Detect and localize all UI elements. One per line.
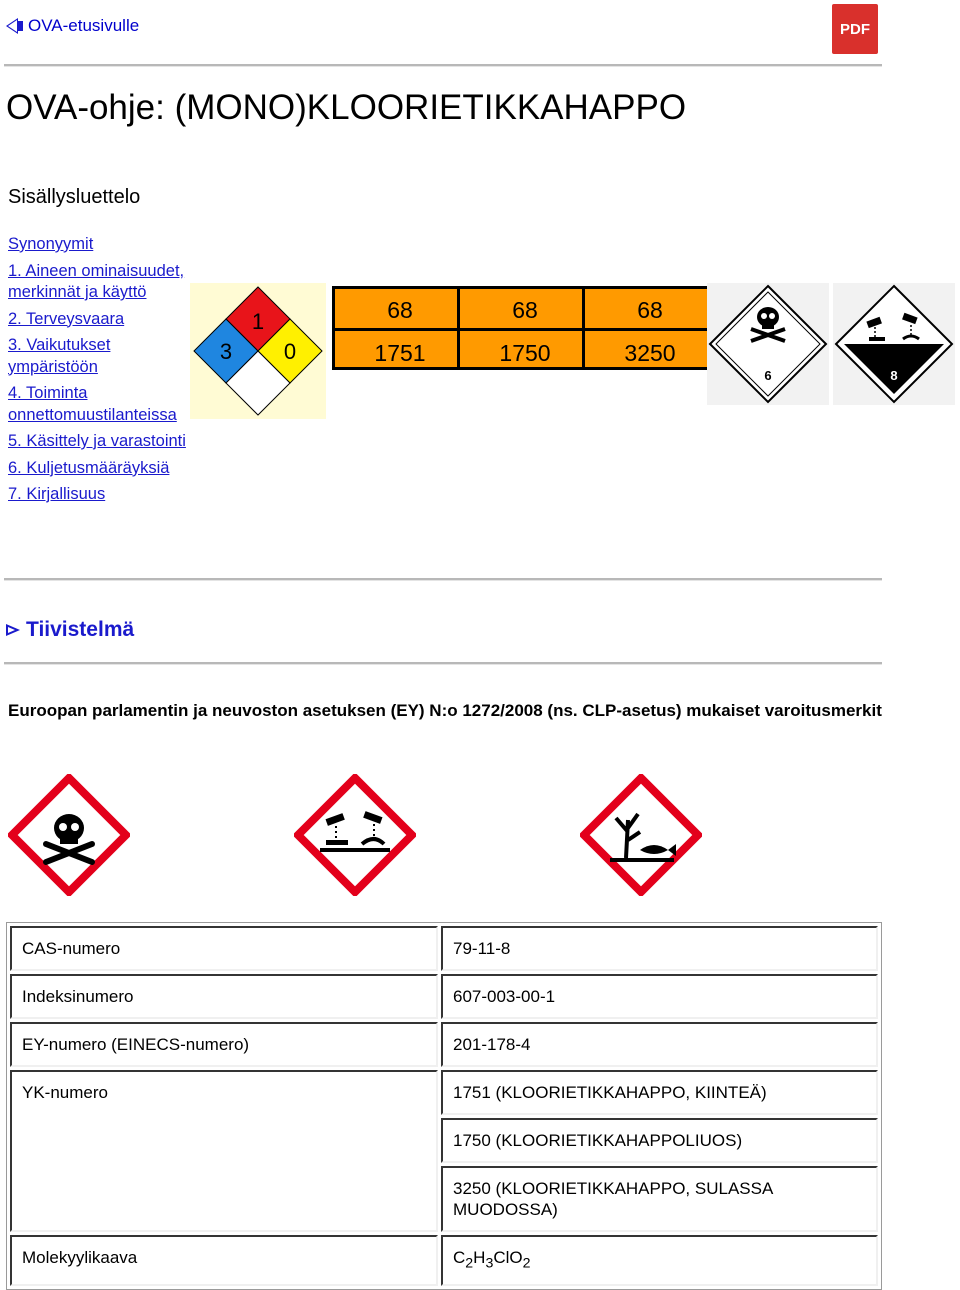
toc-item-emergency[interactable]: 4. Toiminta onnettomuustilanteissa: [8, 384, 177, 424]
back-arrow-icon: [6, 18, 24, 34]
formula-c-count: 2: [465, 1255, 474, 1272]
table-of-contents: [8, 234, 190, 511]
toxic-skull-icon: [707, 283, 829, 405]
dead-tree-fish-icon: [580, 774, 702, 896]
back-to-home-link[interactable]: [6, 16, 139, 36]
table-row: [10, 1235, 878, 1286]
adr-plate: [332, 286, 468, 370]
table-row: [10, 974, 878, 1019]
pdf-label: PDF: [840, 20, 870, 38]
formula-label: Molekyylikaava: [10, 1235, 438, 1286]
toc-item-properties[interactable]: 1. Aineen ominaisuudet, merkinnät ja käyttö: [8, 261, 185, 301]
ghs-corrosion: [294, 774, 416, 896]
nfpa-health: 3: [219, 339, 233, 364]
ghs-environment: [580, 774, 702, 896]
toc-item-literature[interactable]: 7. Kirjallisuus: [8, 485, 106, 503]
toc-item-synonyms[interactable]: Synonyymit: [8, 235, 94, 253]
toc-item-health-hazard[interactable]: 2. Terveysvaara: [8, 309, 125, 328]
toc-item-handling[interactable]: 5. Käsittely ja varastointi: [8, 432, 186, 450]
corrosive-icon: [833, 283, 955, 405]
toc-item-environment[interactable]: 3. Vaikutukset ympäristöön: [8, 336, 111, 376]
formula-value: [441, 1235, 878, 1286]
adr-label-toxic: [707, 283, 829, 405]
table-row: [10, 926, 878, 971]
plate-un-number: 3250: [624, 340, 676, 366]
adr-plate: [457, 286, 593, 370]
nfpa-diamond: [190, 283, 326, 419]
cas-label: CAS-numero: [10, 926, 438, 971]
un-value: 1751 (KLOORIETIKKAHAPPO, KIINTEÄ): [441, 1070, 878, 1115]
corrosion-icon: [294, 774, 416, 896]
formula-c: C: [453, 1248, 466, 1267]
section-divider: [4, 578, 882, 581]
arrow-right-icon: [6, 624, 20, 636]
summary-link[interactable]: [6, 618, 134, 642]
plate-hazard-number: 68: [512, 297, 538, 323]
ghs-skull-crossbones: [8, 774, 130, 896]
section-divider: [4, 662, 882, 665]
nfpa-flammability: 1: [251, 309, 265, 334]
adr-class-number: 8: [890, 368, 898, 383]
index-label: Indeksinumero: [10, 974, 438, 1019]
plate-un-number: 1751: [374, 340, 426, 366]
adr-label-corrosive: [833, 283, 955, 405]
cas-value: 79-11-8: [441, 926, 878, 971]
clp-description: Euroopan parlamentin ja neuvoston asetuksen (EY) N:o 1272/2008 (ns. CLP-asetus) mukaiset varoitusmerkit: [8, 701, 882, 720]
back-link-label: OVA-etusivulle: [28, 16, 140, 35]
pdf-download-button[interactable]: [832, 4, 878, 54]
table-row: [10, 1022, 878, 1067]
formula-rest: ClO: [493, 1248, 523, 1267]
nfpa-reactivity: 0: [283, 339, 297, 364]
adr-plate: [582, 286, 718, 370]
top-divider: [4, 64, 882, 67]
ec-label: EY-numero (EINECS-numero): [10, 1022, 438, 1067]
un-label: YK-numero: [10, 1070, 438, 1232]
nfpa-diamond-graphic: [190, 283, 326, 419]
ec-value: 201-178-4: [441, 1022, 878, 1067]
index-value: 607-003-00-1: [441, 974, 878, 1019]
adr-class-number: 6: [764, 368, 772, 383]
page-title: OVA-ohje: (MONO)KLOORIETIKKAHAPPO: [6, 88, 687, 127]
table-row: [10, 1070, 878, 1115]
summary-label: Tiivistelmä: [26, 618, 135, 641]
plate-hazard-number: 68: [637, 297, 663, 323]
toc-heading: Sisällysluettelo: [8, 186, 141, 208]
skull-crossbones-icon: [8, 774, 130, 896]
formula-h: H: [473, 1248, 486, 1267]
plate-un-number: 1750: [499, 340, 551, 366]
toc-item-transport[interactable]: 6. Kuljetusmääräyksiä: [8, 458, 170, 477]
un-value: 1750 (KLOORIETIKKAHAPPOLIUOS): [441, 1118, 878, 1163]
formula-h-count: 3: [485, 1255, 494, 1272]
properties-table: [6, 922, 882, 1290]
un-value: 3250 (KLOORIETIKKAHAPPO, SULASSA MUODOSSA): [441, 1166, 878, 1232]
plate-hazard-number: 68: [387, 297, 413, 323]
formula-o-count: 2: [522, 1255, 531, 1272]
